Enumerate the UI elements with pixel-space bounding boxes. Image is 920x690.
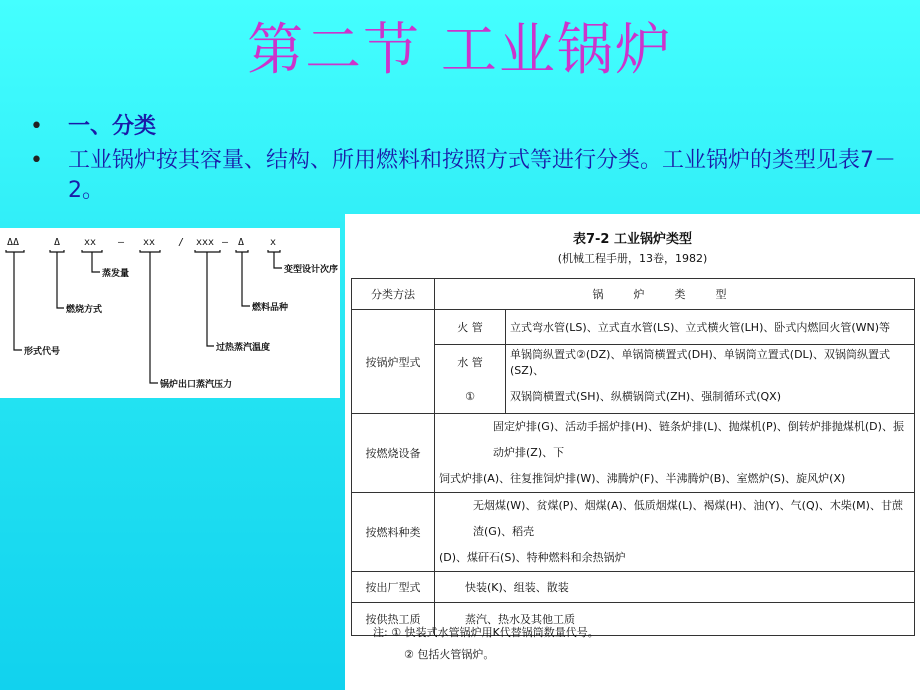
- label-version: 变型设计次序: [284, 265, 339, 275]
- method-combustion: 按燃烧设备: [352, 414, 435, 493]
- code-capacity: xx: [84, 237, 97, 248]
- sub-fire-tube: 火 管: [435, 310, 506, 345]
- types-factory: 快装(K)、组装、散装: [435, 572, 915, 603]
- boiler-types-table: [351, 278, 915, 636]
- types-combustion: [435, 414, 915, 493]
- types-fuel-line1: 无烟煤(W)、贫煤(P)、烟煤(A)、低质烟煤(L)、褐煤(H)、油(Y)、气(Q)、木柴(M)、甘蔗渣(G)、稻壳: [473, 499, 903, 538]
- slide-title: 第二节 工业锅炉: [247, 18, 673, 83]
- table-row: [352, 572, 915, 603]
- code-slash: /: [178, 237, 185, 248]
- bullet-text: 一、分类: [68, 114, 157, 139]
- types-water-tube-line2: 双锅筒横置式(SH)、纵横锅筒式(ZH)、强制循环式(QX): [506, 379, 915, 414]
- code-fuel: Δ: [238, 237, 245, 248]
- note-1: [373, 622, 599, 644]
- bracket-version: [268, 250, 280, 252]
- types-combustion-line1: 固定炉排(G)、活动手摇炉排(H)、链条炉排(L)、抛煤机(P)、倒转炉排抛煤机(D)、振动炉排(Z)、下: [493, 420, 904, 459]
- bracket-form: [6, 250, 24, 252]
- types-water-tube-line1: 单锅筒纵置式②(DZ)、单锅筒横置式(DH)、单锅筒立置式(DL)、双锅筒纵置式(SZ)、: [506, 345, 915, 380]
- note-prefix: 注:: [373, 626, 388, 639]
- bullet-marker: •: [30, 114, 43, 139]
- code-version: x: [270, 237, 277, 248]
- label-temperature: 过热蒸汽温度: [216, 343, 271, 353]
- code-pressure: xx: [143, 237, 156, 248]
- types-fuel: [435, 493, 915, 572]
- types-fire-tube: 立式弯水管(LS)、立式直水管(LS)、立式横火管(LH)、卧式内燃回火管(WN)等: [506, 310, 915, 345]
- bracket-fuel: [236, 250, 248, 252]
- model-code-diagram: [0, 228, 340, 398]
- code-form: ΔΔ: [7, 237, 20, 248]
- leader-combustion: [57, 252, 64, 308]
- code-dash: —: [118, 237, 125, 248]
- label-capacity: 蒸发量: [102, 269, 130, 279]
- bullet-item-description: [30, 146, 910, 206]
- header-types: 锅炉类型: [435, 279, 915, 310]
- note-1-text: ① 快装式水管锅炉用K代替锅筒数量代号。: [391, 626, 599, 639]
- table-header-row: [352, 279, 915, 310]
- leader-version: [274, 252, 282, 268]
- code-temperature: xxx: [196, 237, 215, 248]
- code-combustion: Δ: [54, 237, 61, 248]
- method-heat: 按供热工质: [352, 603, 435, 636]
- table-row: [352, 310, 915, 345]
- table-row: [352, 345, 915, 380]
- bullet-marker: •: [30, 148, 43, 173]
- table-row: [352, 493, 915, 572]
- table-notes: [373, 622, 599, 666]
- table-source: (机械工程手册，13卷，1982): [557, 252, 708, 265]
- table-caption: 表7-2 工业锅炉类型: [572, 232, 692, 247]
- label-fuel: 燃料品种: [252, 303, 289, 313]
- bracket-pressure: [140, 250, 160, 252]
- leader-pressure: [150, 252, 158, 383]
- bullet-text: 工业锅炉按其容量、结构、所用燃料和按照方式等进行分类。工业锅炉的类型见表7－2。: [68, 148, 896, 203]
- code-dash: —: [222, 237, 229, 248]
- method-factory: 按出厂型式: [352, 572, 435, 603]
- header-method: 分类方法: [352, 279, 435, 310]
- leader-temperature: [207, 252, 214, 346]
- label-pressure: 锅炉出口蒸汽压力: [160, 380, 233, 390]
- label-form: 形式代号: [24, 347, 61, 357]
- sub-water-tube-mark: ①: [435, 379, 506, 414]
- types-fuel-line2: (D)、煤矸石(S)、特种燃料和余热锅炉: [439, 551, 626, 564]
- bracket-capacity: [82, 250, 102, 252]
- leader-fuel: [242, 252, 250, 306]
- bracket-temperature: [195, 250, 220, 252]
- types-heat: 蒸汽、热水及其他工质: [435, 603, 915, 636]
- sub-water-tube: 水 管: [435, 345, 506, 380]
- leader-form: [14, 252, 22, 350]
- boiler-types-table-panel: [345, 214, 920, 690]
- bullet-list: [30, 112, 910, 210]
- label-combustion: 燃烧方式: [66, 305, 103, 315]
- model-code-svg: [0, 228, 340, 398]
- table-row: [352, 414, 915, 493]
- types-combustion-line2: 饲式炉排(A)、往复推饲炉排(W)、沸腾炉(F)、半沸腾炉(B)、室燃炉(S)、旋风炉(X): [439, 472, 846, 485]
- bullet-item-classification: [30, 112, 910, 142]
- note-2: ② 包括火管锅炉。: [404, 648, 495, 661]
- method-structure: 按锅炉型式: [352, 310, 435, 414]
- table-row: [352, 379, 915, 414]
- leader-capacity: [92, 252, 100, 272]
- method-fuel: 按燃料种类: [352, 493, 435, 572]
- bracket-combustion: [50, 250, 64, 252]
